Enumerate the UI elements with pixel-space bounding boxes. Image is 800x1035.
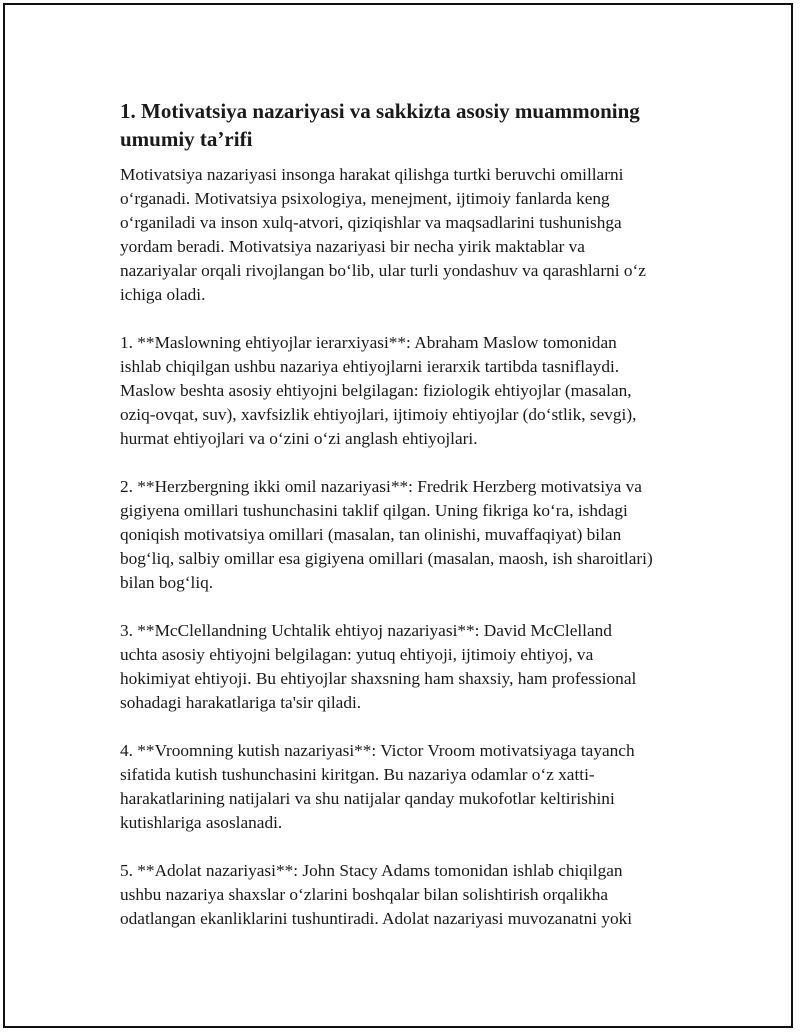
intro-paragraph <box>120 163 700 307</box>
text-line: hokimiyat ehtiyoji. Bu ehtiyojlar shaxsning ham shaxsiy, ham professional <box>120 669 637 688</box>
text-line: 5. **Adolat nazariyasi**: John Stacy Adams tomonidan ishlab chiqilgan <box>120 861 623 880</box>
document-page <box>3 3 793 1028</box>
herzberg-paragraph <box>120 475 700 595</box>
text-line: bilan bog‘liq. <box>120 573 214 592</box>
text-line: oziq-ovqat, suv), xavfsizlik ehtiyojlari, ijtimoiy ehtiyojlar (do‘stlik, sevgi), <box>120 405 637 424</box>
text-line: o‘rganiladi va inson xulq-atvori, qiziqishlar va maqsadlarini tushunishga <box>120 213 622 232</box>
text-line: 1. **Maslowning ehtiyojlar ierarxiyasi**: Abraham Maslow tomonidan <box>120 333 617 352</box>
text-line: ichiga oladi. <box>120 285 206 304</box>
maslow-paragraph <box>120 331 700 451</box>
text-line: 4. **Vroomning kutish nazariyasi**: Victor Vroom motivatsiyaga tayanch <box>120 741 635 760</box>
title-line: umumiy ta’rifi <box>120 127 253 151</box>
text-line: 2. **Herzbergning ikki omil nazariyasi**: Fredrik Herzberg motivatsiya va <box>120 477 642 496</box>
text-line: Maslow beshta asosiy ehtiyojni belgilagan: fiziologik ehtiyojlar (masalan, <box>120 381 632 400</box>
text-line: 3. **McClellandning Uchtalik ehtiyoj nazariyasi**: David McClelland <box>120 621 612 640</box>
text-line: harakatlarining natijalari va shu natijalar qanday mukofotlar keltirishini <box>120 789 615 808</box>
text-line: uchta asosiy ehtiyojni belgilagan: yutuq ehtiyoji, ijtimoiy ehtiyoj, va <box>120 645 594 664</box>
text-line: hurmat ehtiyojlari va o‘zini o‘zi anglash ehtiyojlari. <box>120 429 478 448</box>
text-line: Motivatsiya nazariyasi insonga harakat qilishga turtki beruvchi omillarni <box>120 165 624 184</box>
vroom-paragraph <box>120 739 700 835</box>
text-line: nazariyalar orqali rivojlangan bo‘lib, ular turli yondashuv va qarashlarni o‘z <box>120 261 646 280</box>
text-line: ishlab chiqilgan ushbu nazariya ehtiyojlarni ierarxik tartibda tasniflaydi. <box>120 357 620 376</box>
mcclelland-paragraph <box>120 619 700 715</box>
document-content <box>120 97 700 955</box>
text-line: bog‘liq, salbiy omillar esa gigiyena omillari (masalan, maosh, ish sharoitlari) <box>120 549 653 568</box>
text-line: yordam beradi. Motivatsiya nazariyasi bir necha yirik maktablar va <box>120 237 585 256</box>
text-line: kutishlariga asoslanadi. <box>120 813 283 832</box>
text-line: ushbu nazariya shaxslar o‘zlarini boshqalar bilan solishtirish orqalikha <box>120 885 609 904</box>
title-line: 1. Motivatsiya nazariyasi va sakkizta asosiy muammoning <box>120 99 640 123</box>
adams-paragraph <box>120 859 700 931</box>
text-line: sohadagi harakatlariga ta'sir qiladi. <box>120 693 362 712</box>
text-line: sifatida kutish tushunchasini kiritgan. Bu nazariya odamlar o‘z xatti- <box>120 765 595 784</box>
text-line: qoniqish motivatsiya omillari (masalan, tan olinishi, muvaffaqiyat) bilan <box>120 525 622 544</box>
text-line: o‘rganadi. Motivatsiya psixologiya, menejment, ijtimoiy fanlarda keng <box>120 189 610 208</box>
section-title <box>120 97 700 153</box>
text-line: gigiyena omillari tushunchasini taklif qilgan. Uning fikriga ko‘ra, ishdagi <box>120 501 628 520</box>
text-line: odatlangan ekanliklarini tushuntiradi. Adolat nazariyasi muvozanatni yoki <box>120 909 633 928</box>
